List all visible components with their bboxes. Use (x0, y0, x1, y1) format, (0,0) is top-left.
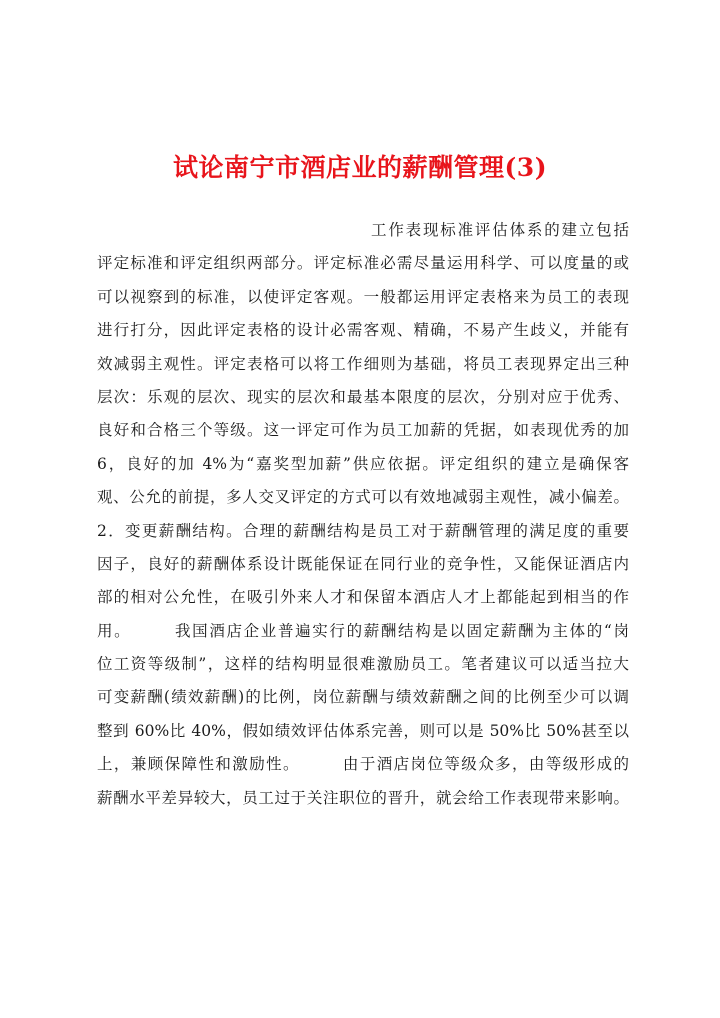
document-title: 试论南宁市酒店业的薪酬管理(3) (172, 153, 548, 182)
body-line: 整到 60%比 40%，假如绩效评估体系完善，则可以是 50%比 50%甚至以 (97, 721, 629, 740)
body-line: 层次：乐观的层次、现实的层次和最基本限度的层次，分别对应于优秀、 (97, 387, 629, 406)
body-line: 部的相对公允性，在吸引外来人才和保留本酒店人才上都能起到相当的作 (97, 588, 629, 607)
body-line: 因子，良好的薪酬体系设计既能保证在同行业的竞争性，又能保证酒店内 (97, 554, 629, 573)
body-line: 薪酬水平差异较大，员工过于关注职位的晋升，就会给工作表现带来影响。 (97, 788, 629, 807)
body-line: 2．变更薪酬结构。合理的薪酬结构是员工对于薪酬管理的满足度的重要 (97, 521, 629, 540)
body-line: 可以视察到的标准，以使评定客观。一般都运用评定表格来为员工的表现 (97, 287, 629, 306)
body-line: 良好和合格三个等级。这一评定可作为员工加薪的凭据，如表现优秀的加 (97, 421, 629, 440)
body-line: 观、公允的前提，多人交叉评定的方式可以有效地减弱主观性，减小偏差。 (97, 488, 629, 507)
document-body (97, 214, 629, 815)
body-line: 6，良好的加 4%为“嘉奖型加薪”供应依据。评定组织的建立是确保客 (97, 454, 629, 473)
body-line: 效减弱主观性。评定表格可以将工作细则为基础，将员工表现界定出三种 (97, 354, 629, 373)
body-line: 评定标准和评定组织两部分。评定标准必需尽量运用科学、可以度量的或 (97, 254, 629, 273)
body-line: 工作表现标准评估体系的建立包括 (371, 221, 629, 239)
body-line: 可变薪酬(绩效薪酬)的比例，岗位薪酬与绩效薪酬之间的比例至少可以调 (97, 688, 629, 707)
body-line: 上，兼顾保障性和激励性。 由于酒店岗位等级众多，由等级形成的 (97, 755, 629, 774)
body-line: 进行打分，因此评定表格的设计必需客观、精确，不易产生歧义，并能有 (97, 321, 629, 340)
body-line: 位工资等级制”，这样的结构明显很难激励员工。笔者建议可以适当拉大 (97, 655, 629, 674)
body-line: 用。 我国酒店企业普遍实行的薪酬结构是以固定薪酬为主体的“岗 (97, 621, 629, 640)
